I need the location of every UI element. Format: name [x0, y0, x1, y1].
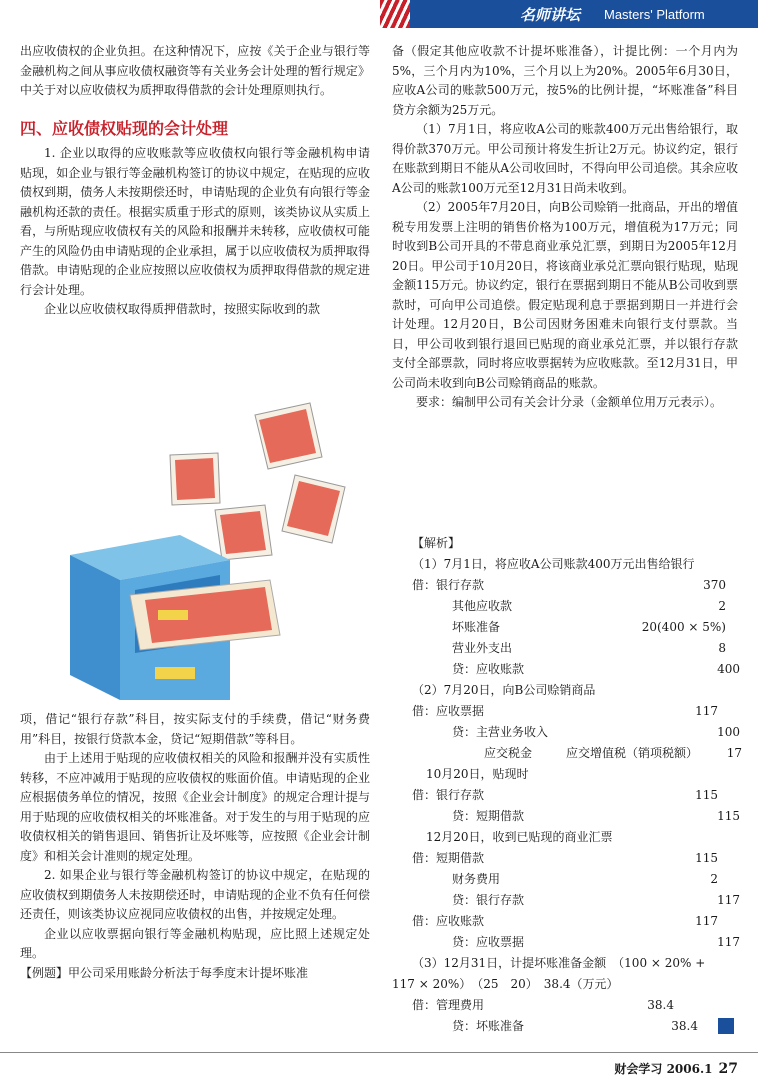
entry-line: 借：短期借款 [412, 851, 485, 865]
step-heading: 117 × 20%） （25 20） 38.4（万元） [392, 977, 619, 991]
step-heading: （3）12月31日，计提坏账准备金额 （100 × 20% + [412, 956, 706, 970]
entry-amount: 117 [717, 935, 740, 949]
entry-amount: 117 [695, 704, 718, 718]
step-heading: （2）7月20日，向B公司赊销商品 [412, 683, 596, 697]
right-paragraph: （1）7月1日，将应收A公司的账款400万元出售给银行，取得价款370万元。甲公司预计将发生折让2万元。协议约定，银行在账款到期日不能从A公司收回时，不得向甲公司追偿。其余应收A公司的账款100万元至12月31日尚未收到。 [392, 122, 738, 195]
left-paragraph: 出应收债权的企业负担。在这种情况下，应按《关于企业与银行等金融机构之间从事应收债权融资等有关业务会计处理的暂行规定》中关于对以应收债权为质押取得借款的会计处理原则执行。 [20, 44, 370, 97]
entry-amount: 2 [718, 599, 726, 613]
right-column-text [392, 42, 738, 413]
header-title-en: Masters' Platform [604, 7, 705, 22]
entry-amount: 38.4 [671, 1019, 698, 1033]
right-paragraph: （2）2005年7月20日，向B公司赊销一批商品，开出的增值税专用发票上注明的销售价格为100万元，增值税为17万元；同时收到B公司开具的不带息商业承兑汇票，到期日为2005年12月20日。甲公司于10月20日，将该商业承兑汇票向银行贴现，贴现金额115万元。协议约定，银行在票据到期日不能从B公司收到票款时，可向甲公司追偿。假定贴现利息于票据到期日一并进行会计处理。12月20日，B公司因财务困难未向银行支付票款。当日，甲公司收到银行退回已贴现的商业承兑汇票，并以银行存款支付全部票款，同时将应收票据转为应收账款。至12月31日，甲公司尚未收到向B公司赊销商品的账款。 [392, 200, 738, 390]
entry-line: 借：银行存款 [412, 578, 485, 592]
left-paragraph: 由于上述用于贴现的应收债权相关的风险和报酬并没有实质性转移，不应冲减用于贴现的应收债权的账面价值。申请贴现的企业应根据债务单位的情况，按照《企业会计制度》的规定合理计提与用于贴现的应收债权相关的坏账准备。对于发生的与用于贴现的应收债权相关的销售退回、销售折让及坏账等，应按照《企业会计制度》和相关会计准则的规定处理。 [20, 751, 370, 863]
footer-rule [0, 1052, 758, 1053]
footer [614, 1060, 738, 1077]
section-title: 四、应收债权贴现的会计处理 [20, 118, 229, 138]
journal-name: 财会学习 2006.1 [614, 1062, 713, 1076]
entry-line: 借：银行存款 [412, 788, 485, 802]
step-heading: 10月20日，贴现时 [426, 767, 529, 781]
entry-amount: 100 [717, 725, 740, 739]
entry-line: 坏账准备 [452, 620, 501, 634]
header-bar [410, 0, 758, 28]
entry-amount: 400 [717, 662, 740, 676]
filing-cabinet-illustration [40, 395, 370, 700]
page-number: 27 [718, 1061, 738, 1077]
entry-line: 贷：坏账准备 [452, 1019, 525, 1033]
header-title-cn: 名师讲坛 [520, 6, 581, 24]
entry-amount: 370 [703, 578, 726, 592]
cabinet-icon [70, 535, 280, 700]
entry-amount: 117 [695, 914, 718, 928]
entry-amount: 117 [717, 893, 740, 907]
left-paragraph: 2. 如果企业与银行等金融机构签订的协议中规定，在贴现的应收债权到期债务人未按期偿还时，申请贴现的企业不负有任何偿还责任，则该类协议应视同应收债权的出售，并按规定处理。 [20, 868, 370, 921]
left-paragraph: 企业以应收票据向银行等金融机构贴现，应比照上述规定处理。 [20, 926, 370, 960]
entry-amount: 38.4 [647, 998, 674, 1012]
left-paragraph: 企业以应收债权取得质押借款时，按照实际收到的款 [44, 302, 321, 316]
entry-line: 借：应收账款 [412, 914, 485, 928]
entry-amount: 8 [718, 641, 726, 655]
entry-line: 应交增值税（销项税额） [566, 746, 699, 760]
entry-line: 贷：主营业务收入 [452, 725, 549, 739]
entry-amount: 20(400 × 5%) [641, 620, 726, 634]
entry-line: 借：应收票据 [412, 704, 485, 718]
end-mark-icon [718, 1018, 734, 1034]
entry-line: 应交税金 [484, 746, 533, 760]
entry-line: 贷：短期借款 [452, 809, 525, 823]
entry-line: 贷：应收票据 [452, 935, 525, 949]
left-paragraph: 项，借记“银行存款”科目，按实际支付的手续费，借记“财务费用”科目，按银行贷款本金，贷记“短期借款”等科目。 [20, 712, 370, 746]
entry-amount: 115 [695, 788, 718, 802]
step-heading: 12月20日，收到已贴现的商业汇票 [426, 830, 613, 844]
entry-amount: 2 [710, 872, 718, 886]
left-column-top [20, 42, 370, 320]
entry-line: 贷：应收账款 [452, 662, 525, 676]
entry-amount: 115 [695, 851, 718, 865]
left-column-bottom [20, 710, 370, 983]
step-heading: （1）7月1日，将应收A公司账款400万元出售给银行 [412, 557, 695, 571]
entry-line: 营业外支出 [452, 641, 513, 655]
right-paragraph: 备（假定其他应收款不计提坏账准备），计提比例：一个月内为5%，三个月内为10%，三个月以上为20%。2005年6月30日，应收A公司的账款500万元，按5%的比例计提，“坏账准备”科目贷方余额为25万元。 [392, 44, 738, 117]
entry-amount: 115 [717, 809, 740, 823]
analysis-heading: 【解析】 [412, 536, 461, 550]
entry-line: 贷：银行存款 [452, 893, 525, 907]
entry-amount: 17 [726, 746, 742, 760]
flying-document-icon [170, 403, 345, 560]
left-paragraph: 1. 企业以取得的应收账款等应收债权向银行等金融机构申请贴现，如企业与银行等金融机构签订的协议中规定，在贴现的应收债权到期，债务人未按期偿还时，申请贴现的企业负有向银行等金融机构还款的责任。根据实质重于形式的原则，该类协议从实质上看，与所贴现应收债权有关的风险和报酬并未转移，应收债权可能产生的风险仍由申请贴现的企业承担，属于以应收债权为质押取得借款。申请贴现的企业应按照以应收债权为质押取得借款的规定进行会计处理。 [20, 146, 370, 297]
entry-line: 财务费用 [452, 872, 501, 886]
right-paragraph: 要求：编制甲公司有关会计分录（金额单位用万元表示）。 [416, 395, 723, 409]
entry-line: 其他应收款 [452, 599, 513, 613]
example-heading: 【例题】甲公司采用账龄分析法于每季度末计提坏账准 [20, 965, 309, 980]
entry-line: 借：管理费用 [412, 998, 485, 1012]
